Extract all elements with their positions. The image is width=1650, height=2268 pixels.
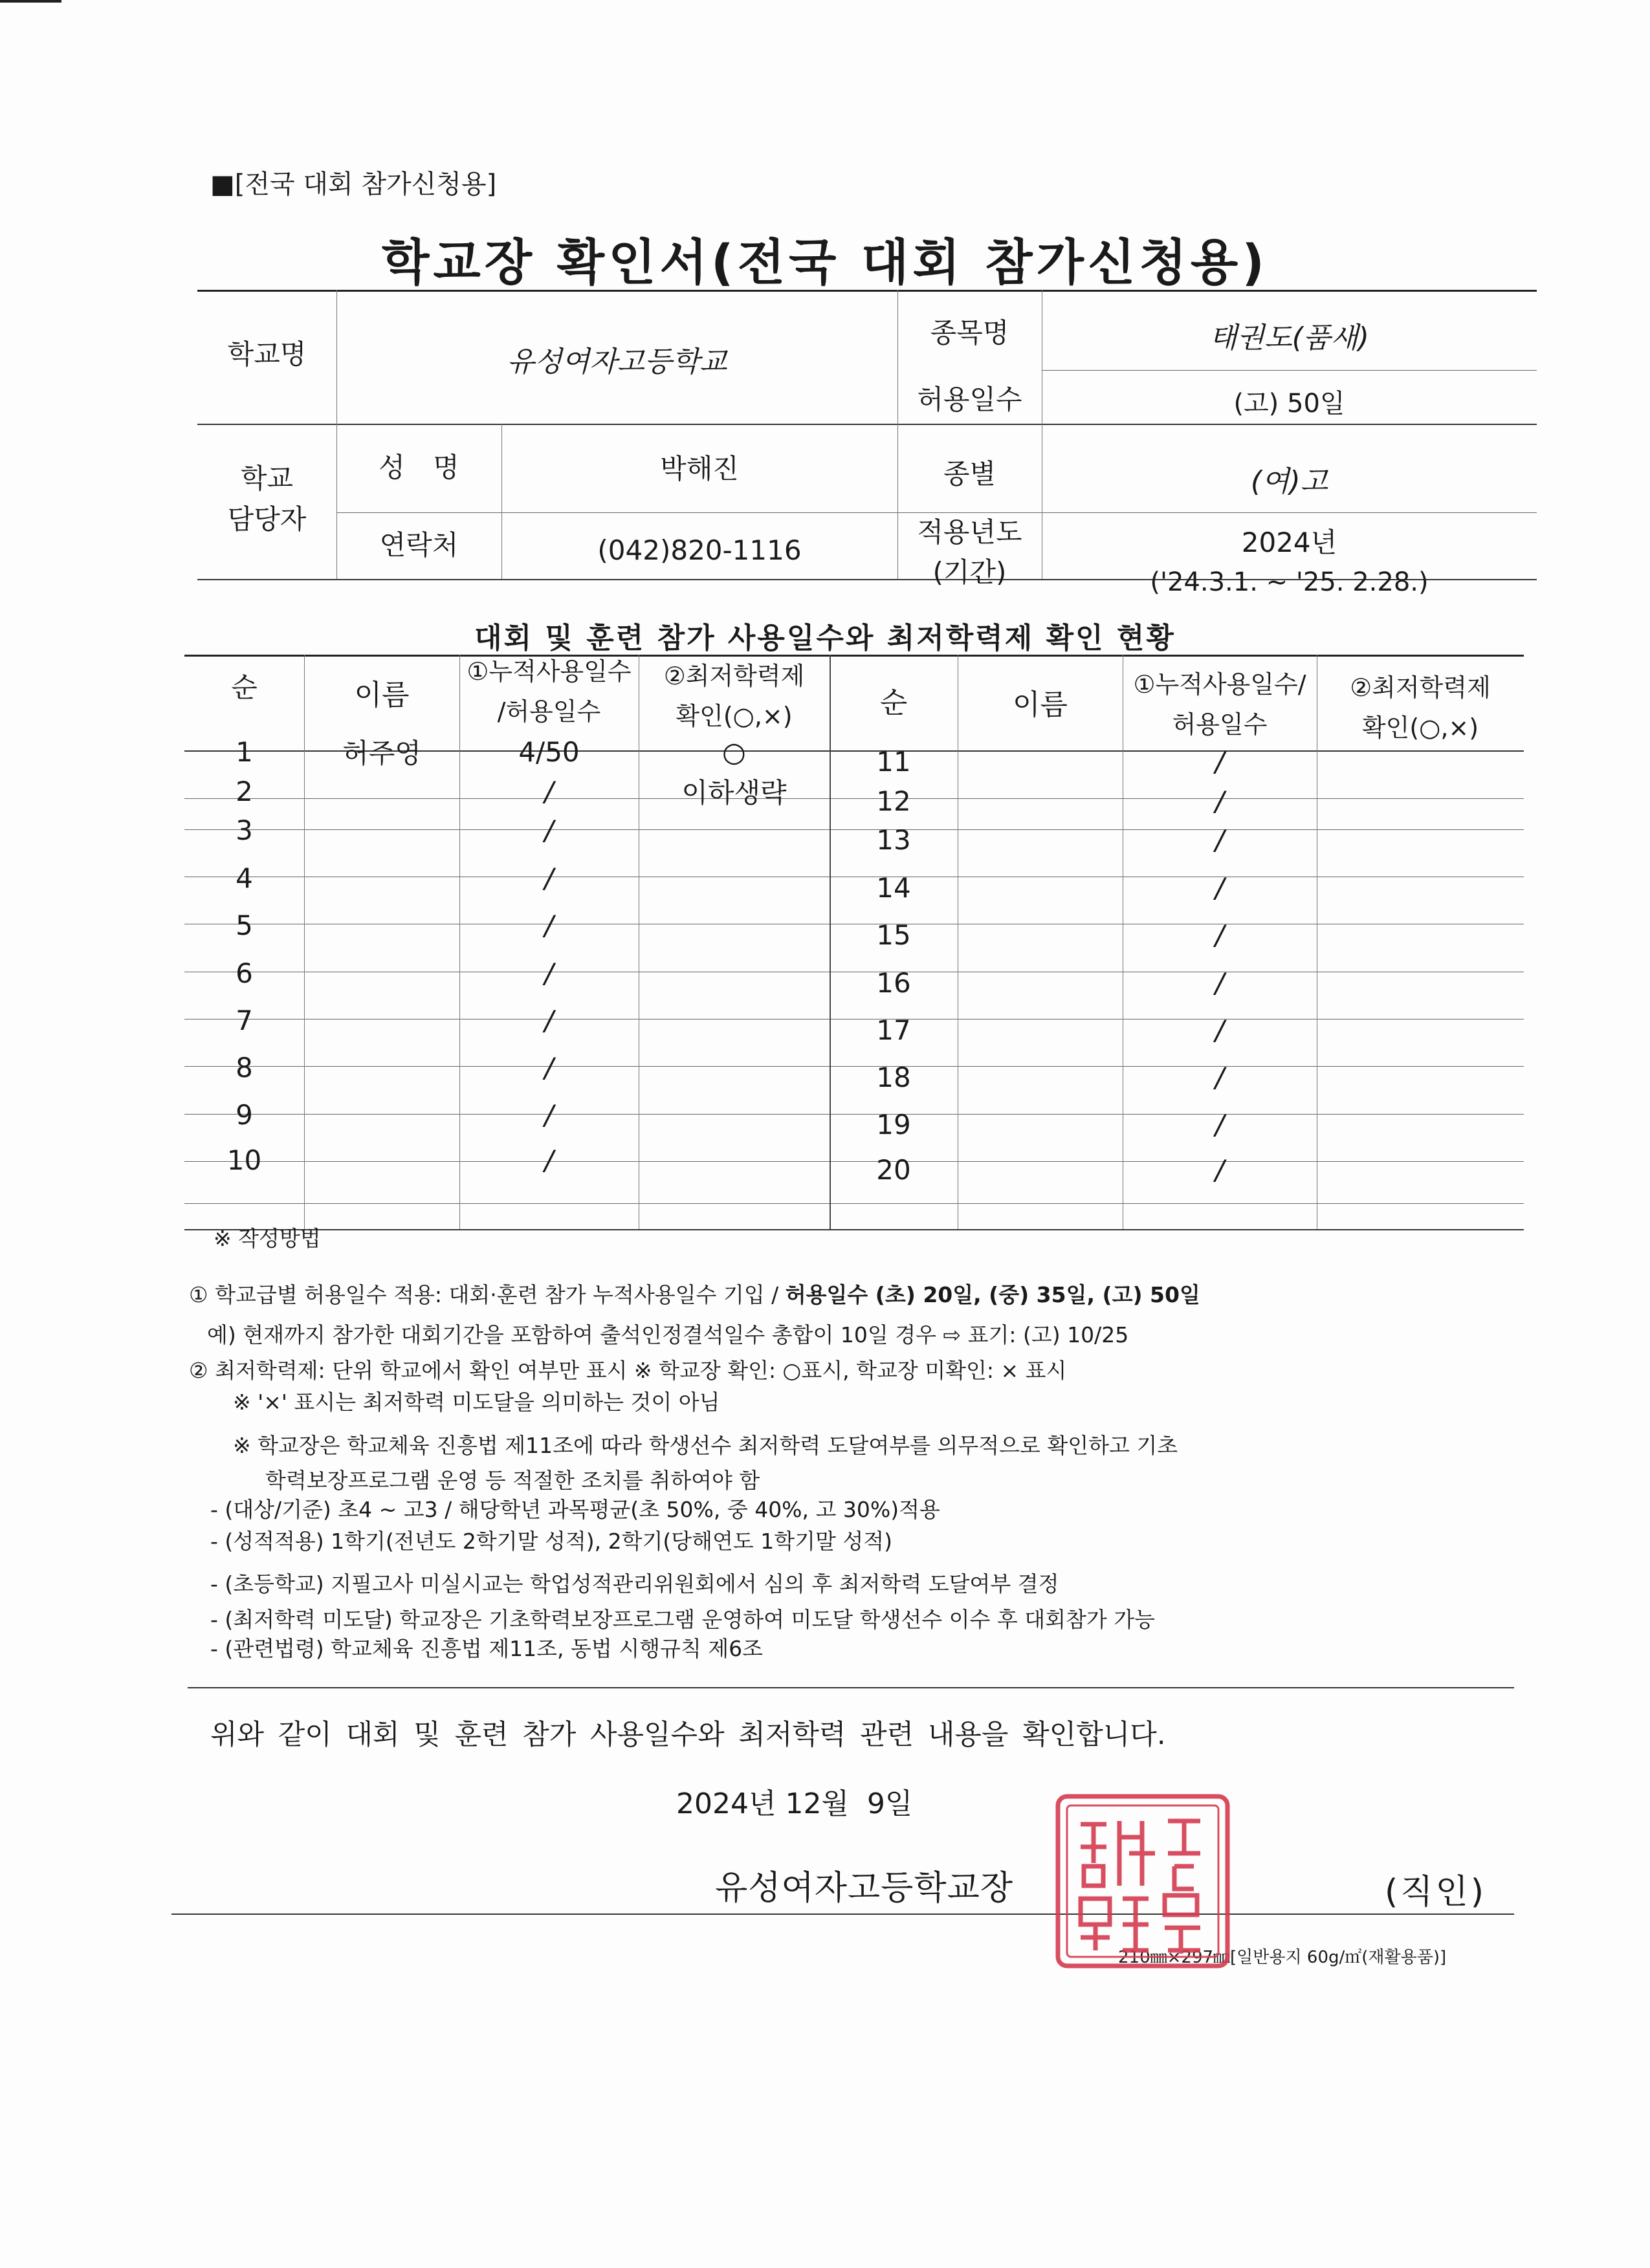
row-days: / (1215, 745, 1225, 778)
row-check (1317, 915, 1524, 954)
row-name (304, 954, 459, 992)
row-days: / (1215, 966, 1225, 999)
table-top-border (184, 655, 1524, 657)
header-days-right (1123, 670, 1317, 740)
header-check-right-line1: ②최저학력제 (1350, 673, 1491, 702)
row-number: 6 (236, 957, 253, 989)
row-days: / (1215, 919, 1225, 951)
allow-days-value: (고) 50일 (1233, 388, 1345, 419)
row-name (304, 1048, 459, 1087)
row-name (958, 915, 1123, 954)
row-name (304, 906, 459, 944)
row-name (304, 1095, 459, 1134)
header-days-right-line2: 허용일수 (1172, 710, 1268, 739)
row-days: / (544, 1051, 554, 1084)
row-name (958, 1058, 1123, 1096)
header-no: 순 (231, 671, 258, 703)
row-check (1317, 820, 1524, 859)
row-check (639, 954, 830, 992)
header-days-right-line1: ①누적사용일수/ (1133, 670, 1306, 699)
header-days-line2: /허용일수 (497, 697, 601, 726)
header-name-right: 이름 (1012, 688, 1068, 721)
official-seal (1051, 1789, 1236, 1973)
manager-name-value: 박해진 (660, 453, 739, 485)
info-top-border (197, 290, 1537, 292)
row-check (639, 858, 830, 897)
name-label: 성 명 (379, 452, 459, 483)
row-check (1317, 1010, 1524, 1049)
row-check (639, 1095, 830, 1134)
row-number: 9 (236, 1098, 253, 1131)
school-name-label: 학교명 (227, 338, 307, 370)
footer-rule (171, 1914, 1514, 1915)
row-days: / (544, 862, 554, 894)
row-number: 2 (236, 775, 253, 807)
sport-label: 종목명 (930, 317, 1009, 349)
issue-date: 2024년 12월 9일 (676, 1787, 913, 1820)
row-days: / (544, 814, 554, 846)
row-number: 19 (876, 1108, 911, 1140)
header-check-right (1317, 673, 1524, 743)
row-check (1317, 1058, 1524, 1096)
row-number: 8 (236, 1051, 253, 1084)
row-name (304, 1140, 459, 1179)
row-name (958, 868, 1123, 907)
row-days: 4/50 (518, 736, 580, 768)
seal-graphic (1051, 1789, 1236, 1973)
row-name (958, 1105, 1123, 1144)
header-check-right-line2: 확인(○,×) (1361, 713, 1479, 742)
row-days: / (1215, 823, 1225, 856)
manager-label-2: 담당자 (227, 503, 307, 535)
row-name (304, 772, 459, 811)
row-days: / (1215, 1153, 1225, 1186)
row-days: / (1215, 785, 1225, 817)
form-tag: ■[전국 대회 참가신청용] (210, 169, 497, 199)
header-days (459, 657, 639, 727)
row-days: / (544, 1004, 554, 1036)
detail-1: - (대상/기준) 초4 ~ 고3 / 해당학년 과목평균(초 50%, 중 40%, 고 30%)적용 (210, 1497, 940, 1522)
header-no-right: 순 (879, 686, 908, 719)
contact-value: (042)820-1116 (597, 534, 802, 566)
detail-2: - (성적적용) 1학기(전년도 2학기말 성적), 2학기(당해연도 1학기말 성적) (210, 1529, 893, 1554)
header-check (639, 661, 830, 732)
contact-label: 연락처 (379, 529, 459, 561)
header-check-line1: ②최저학력제 (663, 662, 805, 690)
row-days: / (544, 1098, 554, 1131)
notes-heading: ※ 작성방법 (214, 1226, 321, 1251)
note-2-sub-2b: 학력보장프로그램 운영 등 적절한 조치를 취하여야 함 (265, 1468, 760, 1493)
row-check (1317, 868, 1524, 907)
row-days: / (1215, 1108, 1225, 1140)
row-name (304, 1001, 459, 1040)
row-number: 5 (236, 909, 253, 941)
year-label-1: 적용년도 (917, 516, 1022, 548)
row-check (1317, 1150, 1524, 1189)
note-1-text: ① 학교급별 허용일수 적용: 대회·훈련 참가 누적사용일수 기입 / (189, 1282, 786, 1307)
year-label-2: (기간) (932, 556, 1007, 588)
row-name: 허주영 (342, 737, 421, 769)
header-name: 이름 (354, 679, 410, 712)
row-number: 14 (876, 871, 911, 904)
note-1-example: 예) 현재까지 참가한 대회기간을 포함하여 출석인정결석일수 총합이 10일 경우 ⇨ 표기: (고) 10/25 (207, 1322, 1129, 1347)
row-check (1317, 1105, 1524, 1144)
period-value: ('24.3.1. ~ '25. 2.28.) (1150, 567, 1429, 597)
header-check-line2: 확인(○,×) (676, 701, 793, 730)
header-days-line1: ①누적사용일수 (467, 657, 632, 686)
page-title: 학교장 확인서(전국 대회 참가신청용) (381, 234, 1269, 291)
scan-corner-mark (0, 0, 61, 3)
row-number: 10 (226, 1144, 262, 1176)
note-2-sub-2a: ※ 학교장은 학교체육 진흥법 제11조에 따라 학생선수 최저학력 도달여부를 의무적으로 확인하고 기초 (233, 1433, 1178, 1458)
row-check (639, 1140, 830, 1179)
row-number: 4 (236, 862, 253, 894)
type-label: 종별 (943, 458, 996, 490)
row-name (958, 1010, 1123, 1049)
row-check (1317, 742, 1524, 781)
confirmation-text: 위와 같이 대회 및 훈련 참가 사용일수와 최저학력 관련 내용을 확인합니다. (210, 1719, 1166, 1751)
type-value: (여)고 (1250, 465, 1328, 498)
table-bottom-border (184, 1229, 1524, 1230)
row-name (304, 811, 459, 849)
row-name (958, 1150, 1123, 1189)
note-1-bold: 허용일수 (초) 20일, (중) 35일, (고) 50일 (785, 1282, 1200, 1307)
seal-label: (직인) (1385, 1873, 1487, 1912)
row-days: / (544, 1144, 554, 1176)
allow-days-label: 허용일수 (917, 384, 1022, 415)
detail-4: - (최저학력 미도달) 학교장은 기초학력보장프로그램 운영하여 미도달 학생선수 이수 후 대회참가 가능 (210, 1607, 1156, 1632)
row-number: 13 (876, 823, 911, 856)
row-check (639, 811, 830, 849)
year-value: 2024년 (1241, 527, 1337, 558)
row-check (639, 1048, 830, 1087)
signer-name: 유성여자고등학교장 (715, 1869, 1014, 1908)
table-row-line-10 (184, 1203, 1524, 1204)
row-days: / (544, 909, 554, 941)
paper-spec: 210㎜×297㎜[일반용지 60g/㎡(재활용품)] (1118, 1948, 1447, 1967)
row-check: 이하생략 (681, 777, 787, 809)
row-number: 11 (876, 745, 911, 778)
row-check (639, 1001, 830, 1040)
detail-5: - (관련법령) 학교체육 진흥법 제11조, 동법 시행규칙 제6조 (210, 1636, 763, 1661)
row-check (639, 906, 830, 944)
school-name-value: 유성여자고등학교 (507, 345, 727, 378)
info-line-sport (1042, 370, 1537, 371)
note-1 (189, 1284, 1200, 1305)
row-number: 12 (876, 785, 911, 817)
note-2: ② 최저학력제: 단위 학교에서 확인 여부만 표시 ※ 학교장 확인: ○표시, 학교장 미확인: × 표시 (189, 1358, 1067, 1383)
notes-bottom-rule (188, 1687, 1514, 1688)
row-days: / (1215, 1061, 1225, 1093)
row-days: / (544, 957, 554, 989)
row-number: 7 (236, 1004, 253, 1036)
row-days: / (1215, 1014, 1225, 1046)
row-check: ○ (722, 736, 746, 768)
manager-label-1: 학교 (240, 463, 294, 494)
row-number: 20 (876, 1153, 911, 1186)
sport-value: 태권도(품새) (1209, 322, 1369, 354)
row-days: / (1215, 871, 1225, 904)
row-number: 1 (236, 736, 253, 768)
row-number: 15 (876, 919, 911, 951)
section-title: 대회 및 훈련 참가 사용일수와 최저학력제 확인 현황 (474, 622, 1176, 655)
row-days: / (544, 775, 554, 807)
row-name (958, 820, 1123, 859)
row-name (958, 781, 1123, 820)
row-number: 3 (236, 814, 253, 846)
row-name (958, 742, 1123, 781)
row-check (1317, 963, 1524, 1002)
row-name (304, 858, 459, 897)
row-number: 18 (876, 1061, 911, 1093)
row-check (1317, 781, 1524, 820)
row-number: 16 (876, 966, 911, 999)
row-name (958, 963, 1123, 1002)
detail-3: - (초등학교) 지필고사 미실시교는 학업성적관리위원회에서 심의 후 최저학력 도달여부 결정 (210, 1571, 1059, 1597)
note-2-sub-1: ※ '×' 표시는 최저학력 미도달을 의미하는 것이 아님 (233, 1390, 720, 1415)
row-number: 17 (876, 1014, 911, 1046)
